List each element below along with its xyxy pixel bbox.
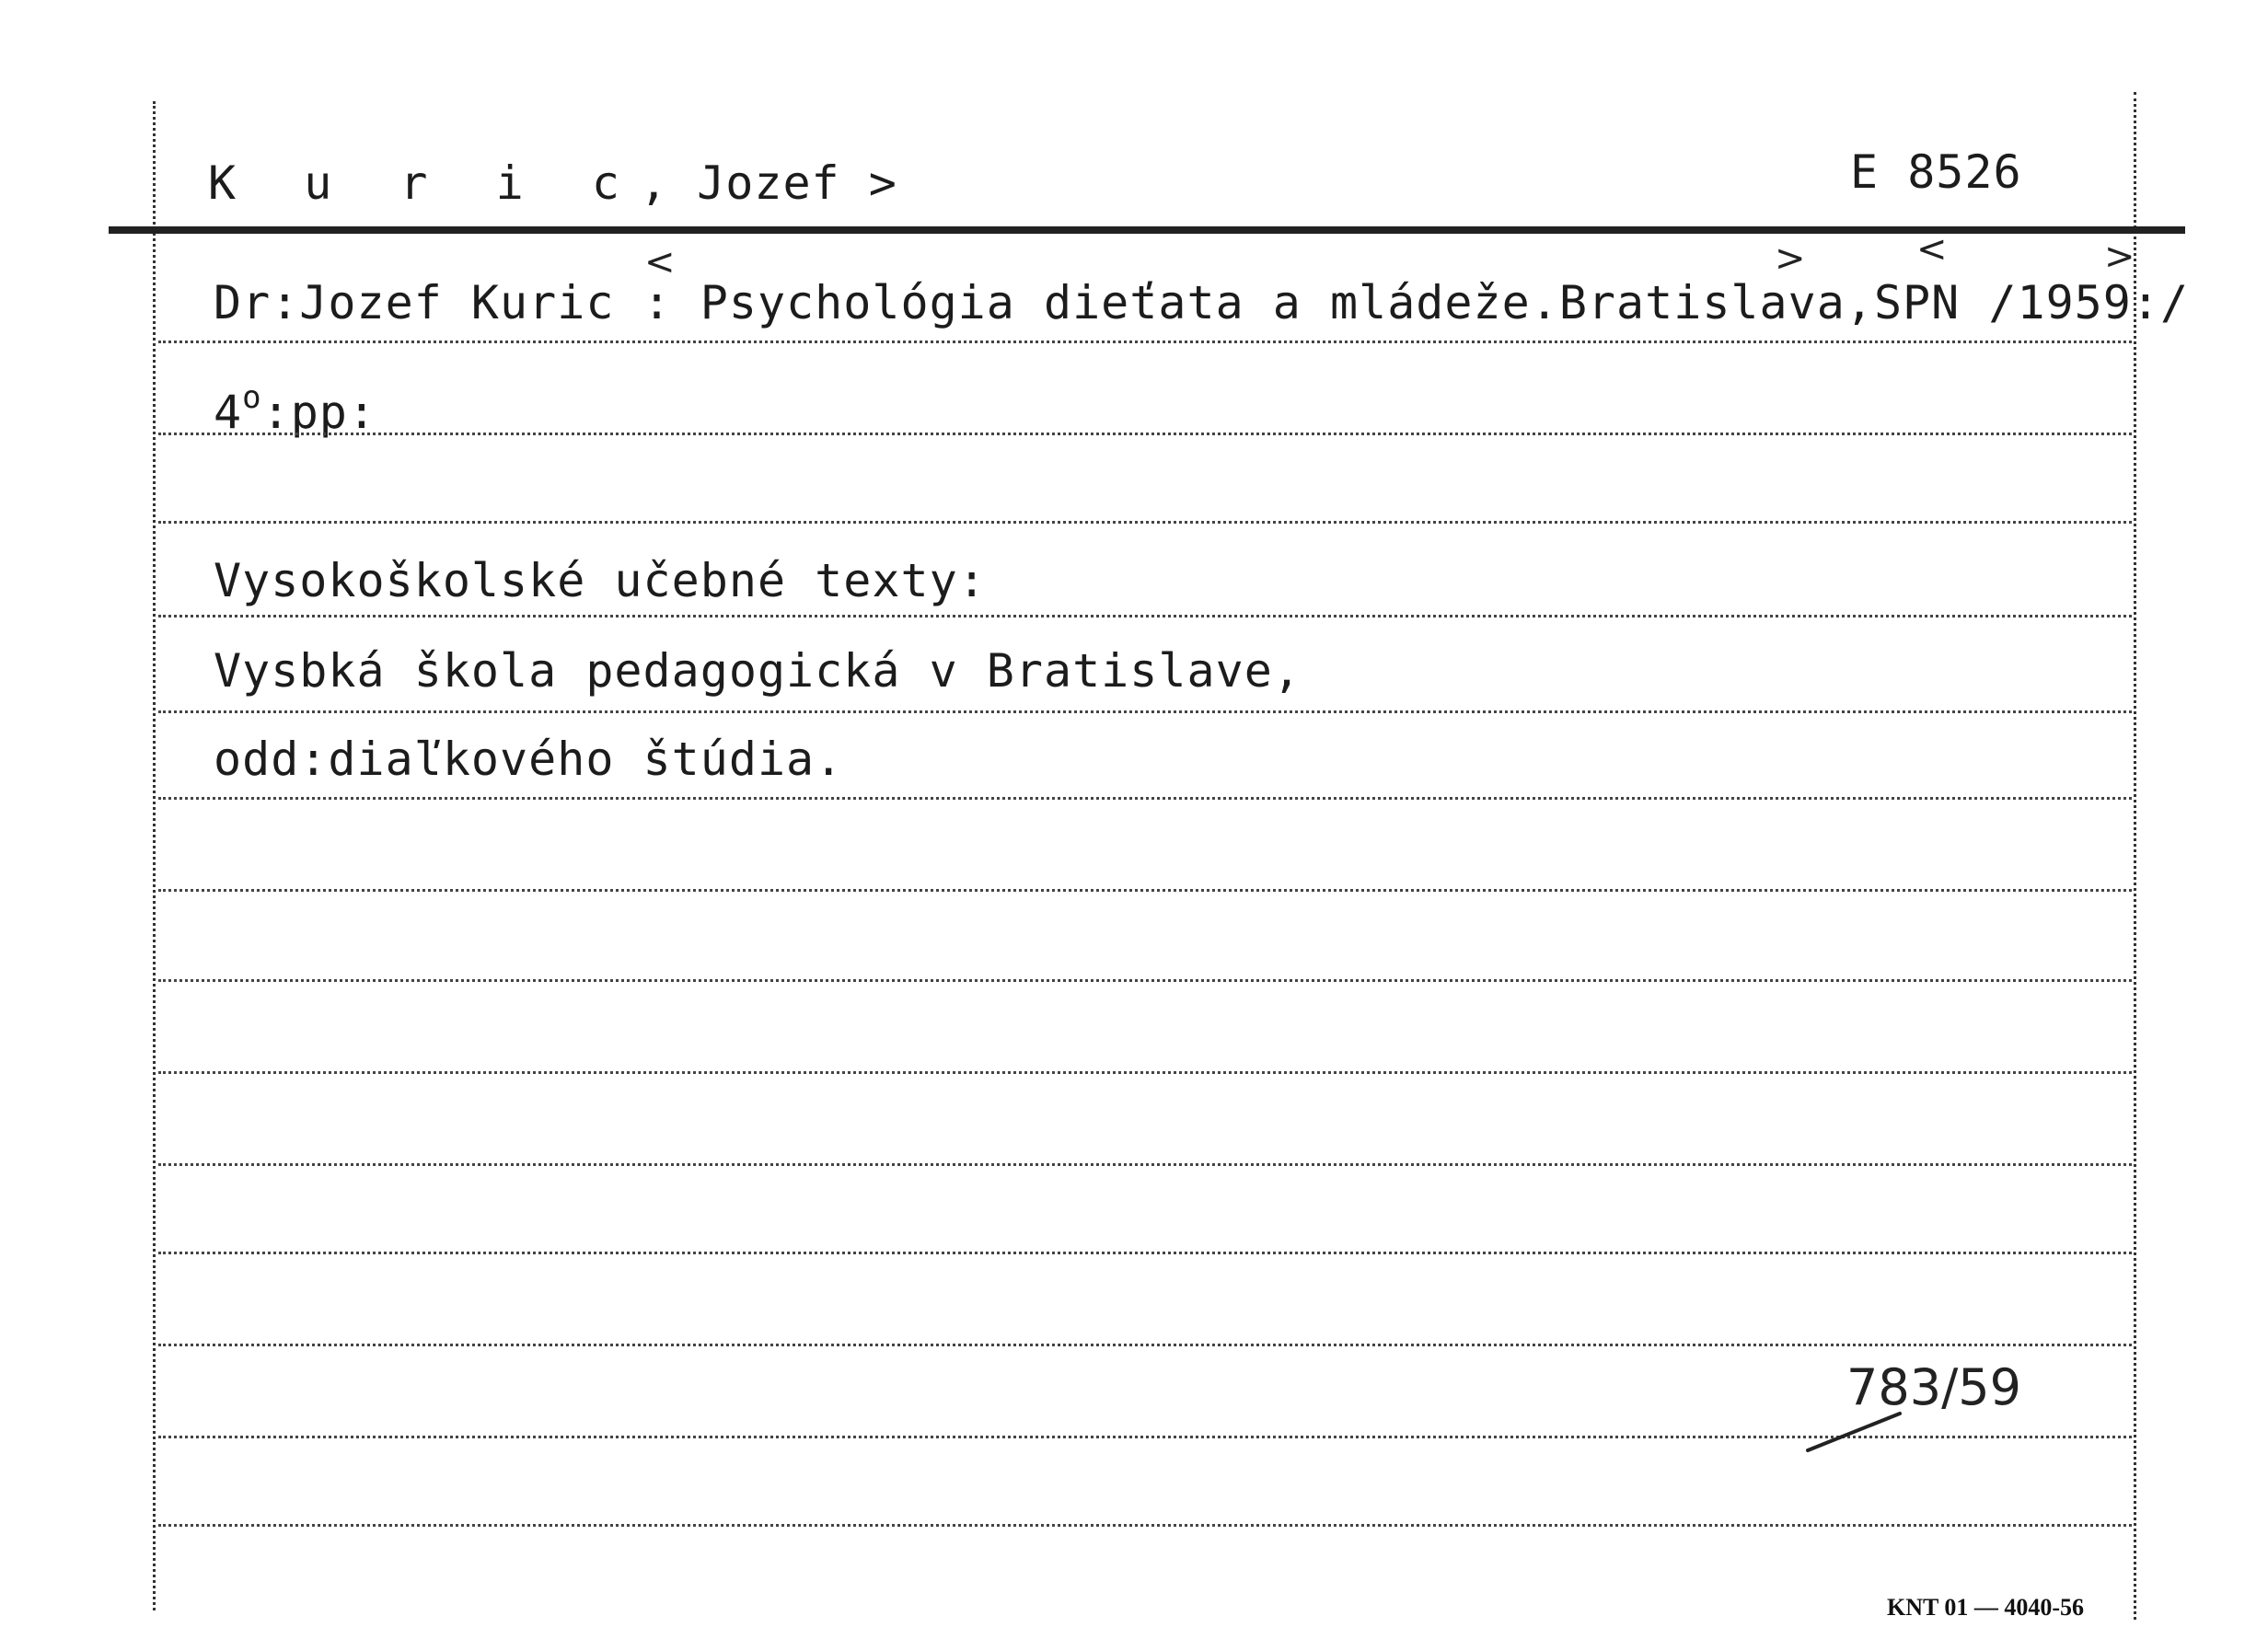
handwritten-underline-stroke — [1804, 1408, 1905, 1454]
ruled-line — [158, 979, 2132, 982]
ruled-line — [158, 1163, 2132, 1166]
format-degree: o — [242, 379, 262, 416]
publisher-line: Vysbká škola pedagogická v Bratislave, — [214, 644, 1302, 698]
close-mark-2: > — [2104, 236, 2135, 278]
ruled-line — [158, 521, 2132, 524]
card-form-code: KNT 01 — 4040-56 — [1887, 1594, 2085, 1621]
close-mark-1: > — [1775, 237, 1806, 280]
ruled-line — [158, 1344, 2132, 1346]
card-heading — [208, 156, 897, 210]
format-line — [214, 379, 376, 439]
open-mark-1: < — [644, 241, 676, 283]
ruled-line — [158, 1071, 2132, 1074]
handwritten-accession-number: 783/59 — [1846, 1358, 2021, 1416]
ruled-line — [158, 797, 2132, 800]
format-pages: :pp: — [261, 386, 377, 439]
ruled-line — [158, 615, 2132, 618]
open-mark-2: < — [1916, 228, 1948, 271]
heading-mark: > — [868, 156, 897, 210]
ruled-line — [158, 340, 2132, 343]
ruled-line — [158, 1252, 2132, 1254]
ruled-line — [158, 1524, 2132, 1527]
series-line: Vysokoškolské učebné texty: — [214, 554, 987, 607]
author-surname: K u r i c — [208, 156, 640, 210]
author-given-name: , Jozef — [639, 156, 840, 210]
heading-rule — [109, 226, 2185, 234]
ruled-line — [158, 433, 2132, 435]
call-number: E 8526 — [1850, 145, 2022, 199]
title-line: Dr:Jozef Kuric : Psychológia dieťata a mládeže.Bratislava,SPN /1959:/ — [214, 276, 2190, 329]
format-size: 4 — [214, 386, 243, 439]
ruled-line — [158, 710, 2132, 713]
department-line: odd:diaľkového štúdia. — [214, 733, 844, 786]
ruled-line — [158, 889, 2132, 892]
left-dotted-border — [153, 101, 156, 1610]
